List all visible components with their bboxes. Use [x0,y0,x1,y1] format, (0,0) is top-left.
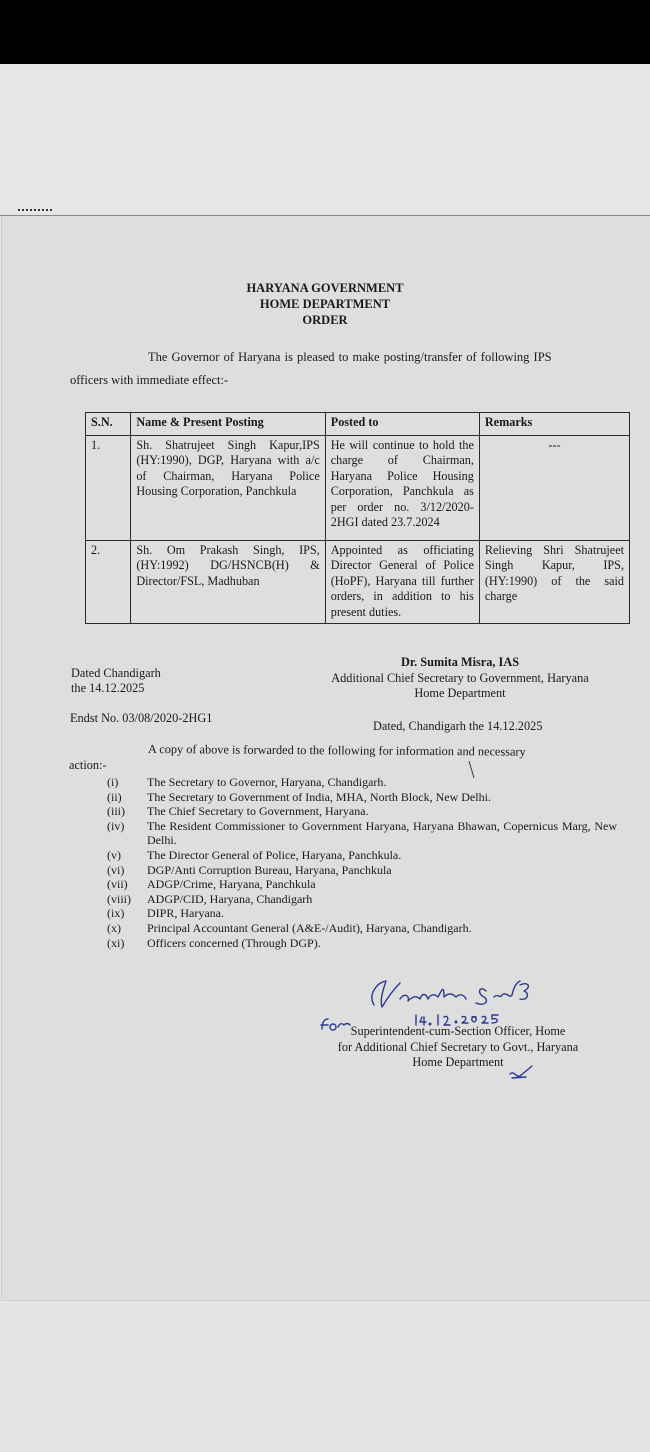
top-black-bar [0,0,650,64]
intro-line-1: The Governor of Haryana is pleased to make posting/transfer of following IPS [148,350,552,364]
sign-line-1: Superintendent-cum-Section Officer, Home [350,1024,566,1038]
dated-place: Dated Chandigarh [71,666,161,680]
cell-sn: 2. [86,541,131,624]
intro-line-2: officers with immediate effect:- [70,373,229,387]
sign-line-2: for Additional Chief Secretary to Govt., Haryana [337,1039,579,1054]
cell-posted-to: Appointed as officiating Director General of Police (HoPF), Haryana till further orders, in addition to his present duties. [325,541,479,624]
list-item: (iii) The Chief Secretary to Government, Haryana. [107,804,369,819]
heading-order: ORDER [302,313,348,327]
table-row [86,436,630,541]
signatory-designation: Additional Chief Secretary to Government, Haryana [331,670,589,685]
sign-line-3: Home Department [412,1055,504,1069]
section-officer-block [318,1024,598,1071]
cell-name: Sh. Om Prakash Singh, IPS,(HY:1992) DG/HSNCB(H) & Director/FSL, Madhuban [131,541,325,624]
list-item: (ix) DIPR, Haryana. [107,906,224,921]
previous-page-strip [0,64,650,216]
header-sn: S.N. [86,413,131,436]
initial-tick-mark [508,1064,548,1080]
dated-date: the 14.12.2025 [71,681,145,695]
signatory-name: Dr. Sumita Misra, IAS [400,655,520,669]
cell-remarks: --- [479,436,629,541]
forward-line-1: A copy of above is forwarded to the following for information and necessary [147,742,526,759]
forward-line-2: action:- [69,758,107,772]
list-item: (i) The Secretary to Governor, Haryana, Chandigarh. [107,775,387,789]
signatory-department: Home Department [414,686,506,700]
header-name: Name & Present Posting [131,413,325,436]
list-item: (xi) Officers concerned (Through DGP). [107,935,321,950]
header-posted-to: Posted to [325,413,479,436]
heading-government: HARYANA GOVERNMENT [246,281,404,295]
endorsement-number: Endst No. 03/08/2020-2HG1 [70,711,213,725]
list-item: (v) The Director General of Police, Haryana, Panchkula. [107,847,402,862]
table-row [86,541,630,624]
next-page-strip [0,1302,650,1452]
list-item: (vii) ADGP/Crime, Haryana, Panchkula [107,877,316,892]
cell-name: Sh. Shatrujeet Singh Kapur,IPS (HY:1990), DGP, Haryana with a/c of Chairman, Haryana Police Housing Corporation, Panchkula [131,436,325,541]
list-item: (x) Principal Accountant General (A&E-/Audit), Haryana, Chandigarh. [107,920,472,935]
list-item: (viii) ADGP/CID, Haryana, Chandigarh [107,891,313,906]
signatory-block [300,655,620,702]
list-item: (vi) DGP/Anti Corruption Bureau, Haryana, Panchkula [107,862,392,877]
scan-artifact [18,209,52,214]
copy-to-list [107,775,617,950]
header-remarks: Remarks [479,413,629,436]
table-header-row [86,413,630,436]
posting-table [85,412,630,624]
endorsement-dated: Dated, Chandigarh the 14.12.2025 [373,719,543,733]
list-item: (ii) The Secretary to Government of India, MHA, North Block, New Delhi. [107,789,491,804]
heading-department: HOME DEPARTMENT [259,297,391,311]
cell-sn: 1. [86,436,131,541]
list-item: (iv) The Resident Commissioner to Government Haryana, Haryana Bhawan, Copernicus Marg, New Delhi. [107,818,617,848]
cell-remarks: Relieving Shri Shatrujeet Singh Kapur, IPS, (HY:1990) of the said charge [479,541,629,624]
cell-posted-to: He will continue to hold the charge of Chairman, Haryana Police Housing Corporation, Panchkula as per order no. 3/12/2020-2HGI dated 23.7.2024 [325,436,479,541]
